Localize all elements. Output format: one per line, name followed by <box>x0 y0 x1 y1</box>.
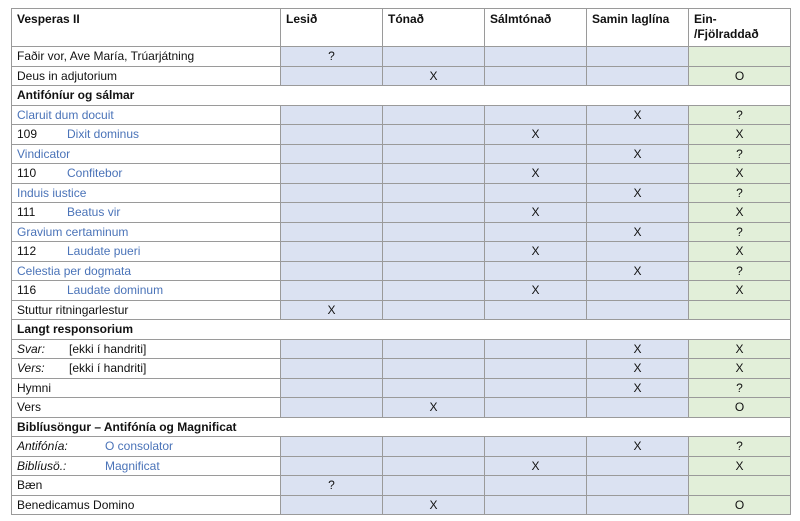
cell-tonad <box>383 144 485 164</box>
cell-lesid: ? <box>281 476 383 496</box>
row-label: Stuttur ritningarlestur <box>17 302 129 317</box>
cell-samin-laglina: X <box>587 437 689 457</box>
cell-lesid <box>281 222 383 242</box>
col-header-ein-fjolraddad-text: Ein- /Fjölraddað <box>694 12 759 41</box>
row-label: O consolator <box>105 439 174 454</box>
cell-tonad <box>383 222 485 242</box>
cell-salmtonad <box>485 476 587 496</box>
table-row <box>12 222 791 242</box>
table-row <box>12 105 791 125</box>
cell-ein-fjolraddad: ? <box>689 105 791 125</box>
cell-ein-fjolraddad: X <box>689 456 791 476</box>
cell-ein-fjolraddad: ? <box>689 222 791 242</box>
cell-samin-laglina <box>587 495 689 515</box>
row-prefix: 116 <box>17 283 37 298</box>
cell-tonad: X <box>383 66 485 86</box>
row-label: Celestia per dogmata <box>17 263 132 278</box>
table-row <box>12 66 791 86</box>
table-row <box>12 47 791 67</box>
row-prefix: Biblíusö.: <box>17 458 67 473</box>
cell-tonad <box>383 437 485 457</box>
cell-tonad: X <box>383 495 485 515</box>
cell-ein-fjolraddad: ? <box>689 437 791 457</box>
col-header-samin-laglina: Samin laglína <box>587 9 689 47</box>
col-header-ein-fjolraddad <box>689 9 791 47</box>
cell-samin-laglina: X <box>587 105 689 125</box>
cell-ein-fjolraddad: ? <box>689 378 791 398</box>
table-row <box>12 281 791 301</box>
cell-samin-laglina <box>587 300 689 320</box>
row-prefix: 109 <box>17 127 38 142</box>
cell-lesid <box>281 203 383 223</box>
col-header-salmtonad: Sálmtónað <box>485 9 587 47</box>
cell-salmtonad <box>485 261 587 281</box>
cell-tonad <box>383 300 485 320</box>
cell-salmtonad <box>485 183 587 203</box>
table-row <box>12 437 791 457</box>
cell-samin-laglina <box>587 47 689 67</box>
cell-samin-laglina <box>587 164 689 184</box>
cell-samin-laglina <box>587 281 689 301</box>
table-row <box>12 300 791 320</box>
row-label-cell <box>12 203 281 223</box>
cell-salmtonad <box>485 495 587 515</box>
cell-samin-laglina: X <box>587 222 689 242</box>
table-row <box>12 339 791 359</box>
cell-lesid <box>281 242 383 262</box>
cell-salmtonad <box>485 437 587 457</box>
row-label: Bæn <box>17 478 43 493</box>
row-label-cell <box>12 437 281 457</box>
row-prefix: 112 <box>17 244 37 259</box>
cell-salmtonad <box>485 105 587 125</box>
cell-salmtonad: X <box>485 125 587 145</box>
cell-lesid <box>281 281 383 301</box>
cell-samin-laglina: X <box>587 144 689 164</box>
cell-ein-fjolraddad: O <box>689 398 791 418</box>
row-label-cell <box>12 359 281 379</box>
cell-ein-fjolraddad: ? <box>689 261 791 281</box>
cell-samin-laglina <box>587 476 689 496</box>
cell-samin-laglina <box>587 66 689 86</box>
section-header-row <box>12 320 791 340</box>
cell-tonad <box>383 164 485 184</box>
section-header-row <box>12 86 791 106</box>
row-label: Vindicator <box>17 146 71 161</box>
row-label-cell <box>12 300 281 320</box>
cell-salmtonad: X <box>485 203 587 223</box>
cell-ein-fjolraddad: X <box>689 359 791 379</box>
row-label: Confitebor <box>67 166 123 181</box>
cell-lesid <box>281 144 383 164</box>
cell-tonad <box>383 378 485 398</box>
cell-lesid: ? <box>281 47 383 67</box>
row-label-cell <box>12 125 281 145</box>
cell-samin-laglina <box>587 398 689 418</box>
vesperas-table <box>11 8 791 515</box>
cell-tonad <box>383 105 485 125</box>
cell-lesid <box>281 183 383 203</box>
cell-salmtonad <box>485 359 587 379</box>
cell-tonad <box>383 183 485 203</box>
section-title: Langt responsorium <box>12 320 791 340</box>
cell-salmtonad <box>485 144 587 164</box>
row-label-cell <box>12 261 281 281</box>
table-row <box>12 164 791 184</box>
cell-lesid <box>281 164 383 184</box>
cell-ein-fjolraddad <box>689 47 791 67</box>
header-row <box>12 9 791 47</box>
cell-ein-fjolraddad: X <box>689 281 791 301</box>
row-label-cell <box>12 183 281 203</box>
cell-ein-fjolraddad <box>689 476 791 496</box>
cell-tonad <box>383 339 485 359</box>
table-row <box>12 495 791 515</box>
row-label-cell <box>12 398 281 418</box>
cell-ein-fjolraddad: ? <box>689 144 791 164</box>
row-label-cell <box>12 47 281 67</box>
cell-lesid <box>281 398 383 418</box>
table-row <box>12 242 791 262</box>
cell-salmtonad: X <box>485 242 587 262</box>
cell-lesid <box>281 456 383 476</box>
row-prefix: 110 <box>17 166 37 181</box>
row-label-cell <box>12 281 281 301</box>
cell-tonad <box>383 281 485 301</box>
table-row <box>12 476 791 496</box>
row-label: Vers <box>17 400 42 415</box>
cell-salmtonad <box>485 339 587 359</box>
cell-samin-laglina <box>587 242 689 262</box>
cell-lesid: X <box>281 300 383 320</box>
cell-salmtonad: X <box>485 164 587 184</box>
table-title: Vesperas II <box>12 9 281 47</box>
row-prefix: Antifónía: <box>17 439 68 454</box>
cell-ein-fjolraddad: O <box>689 66 791 86</box>
cell-salmtonad <box>485 378 587 398</box>
cell-lesid <box>281 105 383 125</box>
row-label: Laudate pueri <box>67 244 141 259</box>
cell-samin-laglina <box>587 125 689 145</box>
row-prefix: Vers: <box>17 361 45 376</box>
cell-tonad <box>383 359 485 379</box>
row-label: Hymni <box>17 380 52 395</box>
section-title: Biblíusöngur – Antifónía og Magnificat <box>12 417 791 437</box>
row-label-cell <box>12 456 281 476</box>
row-prefix: Svar: <box>17 341 46 356</box>
cell-ein-fjolraddad <box>689 300 791 320</box>
table-row <box>12 456 791 476</box>
row-label-cell <box>12 222 281 242</box>
cell-ein-fjolraddad: X <box>689 339 791 359</box>
row-label: Laudate dominum <box>67 283 164 298</box>
cell-ein-fjolraddad: X <box>689 203 791 223</box>
cell-tonad <box>383 476 485 496</box>
row-label: [ekki í handriti] <box>69 361 147 376</box>
cell-samin-laglina <box>587 456 689 476</box>
row-label-cell <box>12 495 281 515</box>
cell-lesid <box>281 66 383 86</box>
cell-lesid <box>281 495 383 515</box>
row-prefix: 111 <box>17 205 36 220</box>
cell-samin-laglina <box>587 203 689 223</box>
row-label: Induis iustice <box>17 185 87 200</box>
cell-tonad <box>383 203 485 223</box>
table-row <box>12 144 791 164</box>
table-row <box>12 261 791 281</box>
cell-samin-laglina: X <box>587 378 689 398</box>
row-label: Gravium certaminum <box>17 224 129 239</box>
cell-lesid <box>281 261 383 281</box>
cell-tonad <box>383 125 485 145</box>
cell-salmtonad <box>485 398 587 418</box>
cell-tonad: X <box>383 398 485 418</box>
cell-ein-fjolraddad: X <box>689 164 791 184</box>
row-label-cell <box>12 105 281 125</box>
cell-tonad <box>383 456 485 476</box>
cell-samin-laglina: X <box>587 261 689 281</box>
cell-lesid <box>281 378 383 398</box>
row-label: Beatus vir <box>67 205 121 220</box>
cell-salmtonad: X <box>485 456 587 476</box>
cell-salmtonad <box>485 66 587 86</box>
row-label-cell <box>12 242 281 262</box>
row-label-cell <box>12 339 281 359</box>
cell-tonad <box>383 47 485 67</box>
cell-tonad <box>383 261 485 281</box>
table-row <box>12 378 791 398</box>
cell-salmtonad <box>485 300 587 320</box>
row-label: [ekki í handriti] <box>69 341 147 356</box>
col-header-lesid: Lesið <box>281 9 383 47</box>
cell-salmtonad <box>485 222 587 242</box>
cell-samin-laglina: X <box>587 359 689 379</box>
cell-samin-laglina: X <box>587 183 689 203</box>
row-label-cell <box>12 144 281 164</box>
cell-ein-fjolraddad: X <box>689 242 791 262</box>
section-header-row <box>12 417 791 437</box>
table-row <box>12 125 791 145</box>
table-row <box>12 398 791 418</box>
row-label-cell <box>12 164 281 184</box>
table-row <box>12 203 791 223</box>
row-label: Dixit dominus <box>67 127 140 142</box>
row-label-cell <box>12 66 281 86</box>
row-label-cell <box>12 476 281 496</box>
table-row <box>12 359 791 379</box>
cell-lesid <box>281 437 383 457</box>
row-label: Claruit dum docuit <box>17 107 114 122</box>
cell-tonad <box>383 242 485 262</box>
cell-ein-fjolraddad: O <box>689 495 791 515</box>
cell-ein-fjolraddad: ? <box>689 183 791 203</box>
row-label-cell <box>12 378 281 398</box>
section-title: Antifóníur og sálmar <box>12 86 791 106</box>
cell-lesid <box>281 359 383 379</box>
cell-salmtonad <box>485 47 587 67</box>
cell-lesid <box>281 125 383 145</box>
cell-lesid <box>281 339 383 359</box>
table-row <box>12 183 791 203</box>
col-header-tonad: Tónað <box>383 9 485 47</box>
row-label: Deus in adjutorium <box>17 68 118 83</box>
row-label: Magnificat <box>105 458 160 473</box>
row-label: Benedicamus Domino <box>17 497 135 512</box>
cell-samin-laglina: X <box>587 339 689 359</box>
row-label: Faðir vor, Ave María, Trúarjátning <box>17 49 195 64</box>
cell-ein-fjolraddad: X <box>689 125 791 145</box>
cell-salmtonad: X <box>485 281 587 301</box>
